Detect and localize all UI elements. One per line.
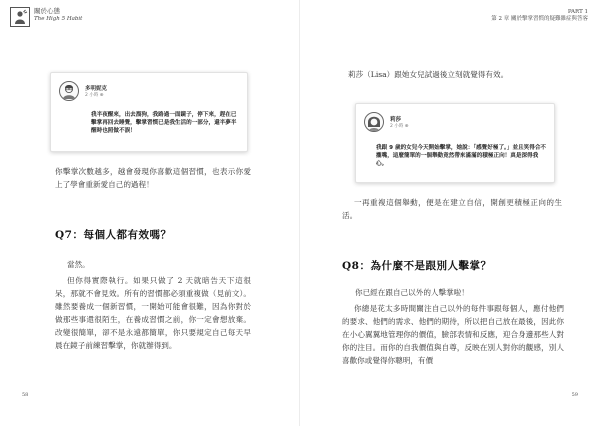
part-label: PART 1 <box>567 9 588 15</box>
paragraph: 一再重複這個舉動，便是在建立自信，開創更積極正向的生活。 <box>342 198 562 220</box>
paragraph: 你擊掌次數越多，越會發現你喜歡這個習慣，也表示你愛上了學會重新愛自己的過程！ <box>55 167 251 189</box>
running-header-right <box>491 9 588 23</box>
paragraph: 莉莎（Lisa）跟她女兒試過後立刻就覺得有效。 <box>348 70 509 79</box>
page-number: 59 <box>571 392 578 398</box>
avatar <box>59 81 79 101</box>
post-author: 多明妮克 <box>85 86 108 92</box>
avatar <box>364 112 384 132</box>
running-header-left <box>10 7 82 27</box>
globe-icon: ⊕ <box>99 93 104 98</box>
post-time: 2 小時 ⊕ <box>85 93 104 98</box>
post-time: 2 小時 ⊕ <box>390 124 409 129</box>
book-title: 關於心態 <box>34 7 60 15</box>
globe-icon: ⊕ <box>404 124 409 129</box>
question-heading: Q8：為什麼不是跟別人擊掌？ <box>342 260 492 272</box>
post-author: 莉莎 <box>390 117 402 123</box>
paragraph: 你總是花太多時間關注自己以外的每件事跟每個人，應付他們的要求、他們的需求、他們的期待，所以把自己放在最後，因此你在小心翼翼地管理你的價值，臉部表情和反應，迎合身邊那些人對你的注目。而你的自我價值與自尊，反映在別人對你的觀感，別人喜歡你或覺得你聰明，有價 <box>342 304 564 365</box>
post-text: 我半夜醒來，出去溜狗，我路過一面鏡子，停下來，趕在已擊掌再回去睡覺，擊掌習慣已是我生活的一部分，還半夢半醒時也照做不誤！ <box>91 112 237 134</box>
book-logo-icon <box>10 7 30 27</box>
book-subtitle: The High 5 Habit <box>34 16 83 22</box>
paragraph: 但你得實際執行。如果只做了 2 天就暗告天下這很呆，那就不會見效。所有的習慣都必須重複做（見前文）。雖然要養成一個新習慣，一開始可能會很難，因為你對於做那些事還很陌生，在養成習慣之前，你一定會想放棄。改變很簡單，卻不是永遠都簡單，你只要規定自己每天早晨在鏡子前練習擊掌，你就辦得到。 <box>55 276 251 350</box>
paragraph: 你已經在跟自己以外的人擊掌啦！ <box>355 288 469 297</box>
question-heading: Q7：每個人都有效嗎？ <box>55 229 172 241</box>
page-number: 58 <box>22 392 29 398</box>
post-text: 我跟 9 歲的女兒今天開始擊掌，她說：「感覺好極了。」並且笑得合不攏嘴，這麼簡單的一個舉動竟然帶來滿滿的積極正向！真是深得我心。 <box>376 145 547 167</box>
social-post-card <box>355 103 555 183</box>
social-post-card <box>50 72 248 152</box>
paragraph: 當然。 <box>67 260 90 269</box>
right-page <box>300 0 600 426</box>
chapter-label: 第 2 章 關於擊掌習慣的疑難雜症與答客 <box>491 16 588 22</box>
